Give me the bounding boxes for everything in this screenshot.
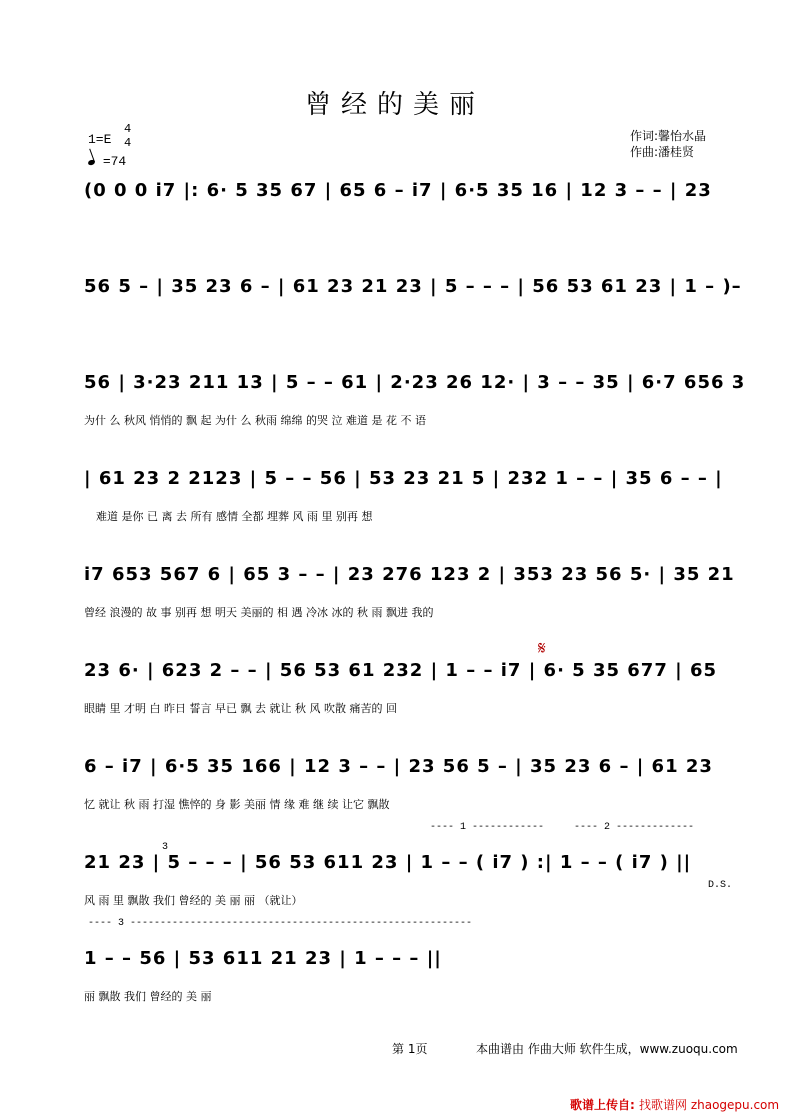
lyric-line-1: 为什 么 秋风 悄悄的 飘 起 为什 么 秋雨 绵绵 的哭 泣 难道 是 花 不 语 (84, 414, 426, 427)
tempo-value: =74 (102, 154, 127, 169)
staff-line-6: 23 6· | 623 2 – – | 56 53 61 232 | 1 – – i7 | 6· 5 35 677 | 65 (84, 660, 718, 681)
lyric-line-3: 曾经 浪漫的 故 事 别再 想 明天 美丽的 相 遇 冷冰 冰的 秋 雨 飘进 我的 (84, 606, 434, 619)
page-title: 曾经的美丽 (304, 90, 485, 120)
tempo-marking (88, 154, 126, 169)
lyricist: 作词:馨怡水晶 (630, 129, 707, 143)
upload-label: 歌谱上传自: (570, 1098, 635, 1112)
lyric-line-4: 眼睛 里 才明 白 昨日 誓言 早已 飘 去 就让 秋 风 吹散 痛苦的 回 (84, 702, 397, 715)
segno-icon: 𝄋 (538, 638, 546, 659)
da-segno-mark: D.S. (708, 880, 733, 891)
credits (630, 128, 706, 160)
lyric-line-7: 丽 飘散 我们 曾经的 美 丽 (84, 990, 212, 1003)
triplet-mark: 3 (162, 842, 169, 853)
composer: 作曲:潘桂贤 (630, 145, 695, 159)
upload-source (570, 1096, 779, 1113)
volta-1: ---- 1 ------------ (430, 822, 545, 833)
time-sig-bottom: 4 (124, 136, 132, 150)
upload-site-link[interactable]: 找歌谱网 zhaogepu.com (639, 1098, 780, 1112)
staff-line-7: 6 – i7 | 6·5 35 166 | 12 3 – – | 23 56 5 – | 35 23 6 – | 61 23 (84, 756, 713, 777)
lyric-line-6: 风 雨 里 飘散 我们 曾经的 美 丽 丽 （就让） (84, 894, 303, 907)
staff-line-9: 1 – – 56 | 53 611 21 23 | 1 – – – || (84, 948, 442, 969)
time-sig-top: 4 (124, 122, 132, 136)
staff-line-8: 21 23 | 5 – – – | 56 53 611 23 | 1 – – ( i7 ) :| 1 – – ( i7 ) || (84, 852, 692, 873)
page-number: 第 1页 (392, 1042, 428, 1056)
volta-3: ---- 3 --------------------------------------------------------- (88, 918, 473, 929)
key-signature (88, 132, 111, 147)
key-label: 1=E (88, 132, 112, 147)
footer-credit: 本曲谱由 作曲大师 软件生成，www.zuoqu.com (476, 1042, 738, 1056)
volta-2: ---- 2 ------------- (574, 822, 695, 833)
staff-line-1: (0 0 0 i7 |: 6· 5 35 67 | 65 6 – i7 | 6·5 35 16 | 12 3 – – | 23 (84, 180, 712, 201)
lyric-line-5: 忆 就让 秋 雨 打湿 憔悴的 身 影 美丽 情 缘 难 继 续 让它 飘散 (84, 798, 390, 811)
lyric-line-2: 难道 是你 已 离 去 所有 感情 全都 埋葬 风 雨 里 别再 想 (96, 510, 373, 523)
staff-line-5: i7 653 567 6 | 65 3 – – | 23 276 123 2 | 353 23 56 5· | 35 21 (84, 564, 735, 585)
staff-line-3: 56 | 3·23 211 13 | 5 – – 61 | 2·23 26 12· | 3 – – 35 | 6·7 656 3 (84, 372, 746, 393)
staff-line-4: | 61 23 2 2123 | 5 – – 56 | 53 23 21 5 | 232 1 – – | 35 6 – – | (84, 468, 723, 489)
time-signature (124, 122, 131, 150)
staff-line-2: 56 5 – | 35 23 6 – | 61 23 21 23 | 5 – – – | 56 53 61 23 | 1 – )– (84, 276, 742, 297)
quarter-note-icon (87, 159, 95, 166)
